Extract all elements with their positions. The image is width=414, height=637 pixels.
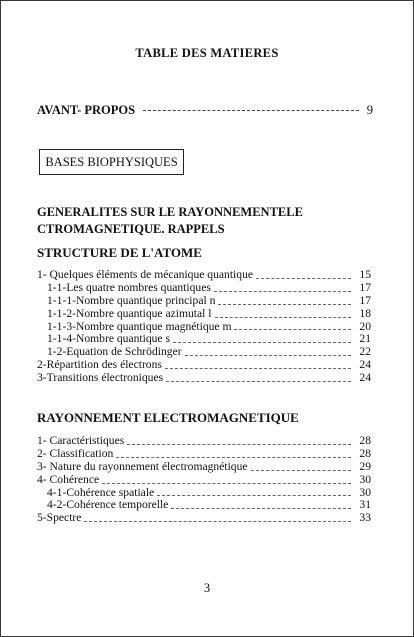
toc-entry bbox=[37, 295, 371, 308]
page-title: TABLE DES MATIERES bbox=[135, 46, 279, 60]
toc-entry-avant-propos bbox=[37, 102, 373, 118]
toc-entry-label: 1- Caractéristiques bbox=[37, 433, 125, 447]
toc-entry-page: 30 bbox=[359, 472, 371, 486]
toc-entry-page: 17 bbox=[359, 293, 371, 307]
section-heading-line-1: GENERALITES SUR LE RAYONNEMENTELE bbox=[37, 205, 303, 219]
avant-propos-page: 9 bbox=[366, 102, 373, 117]
part-title: BASES BIOPHYSIQUES bbox=[45, 154, 178, 169]
toc-entry-label: 2- Classification bbox=[37, 446, 114, 460]
toc-entry-page: 24 bbox=[359, 371, 371, 385]
toc-entry bbox=[37, 435, 371, 448]
toc-entry-page: 30 bbox=[359, 485, 371, 499]
toc-entry-label: 1-1-3-Nombre quantique magnétique m bbox=[47, 319, 232, 333]
toc-entry-label: 2-Répartition des électrons bbox=[37, 358, 162, 372]
toc-list-atome bbox=[37, 269, 371, 385]
dot-leader bbox=[84, 521, 351, 522]
toc-entry-page: 31 bbox=[359, 498, 371, 512]
dot-leader bbox=[214, 291, 351, 292]
dot-leader bbox=[166, 381, 351, 382]
toc-entry bbox=[37, 512, 371, 525]
toc-entry-label: 1-2-Equation de Schrödinger bbox=[47, 345, 182, 359]
toc-entry-label: 4-2-Cohérence temporelle bbox=[47, 498, 169, 512]
toc-entry-label: 5-Spectre bbox=[37, 511, 82, 525]
toc-entry-page: 28 bbox=[359, 446, 371, 460]
dot-leader bbox=[116, 457, 351, 458]
dot-leader bbox=[165, 368, 351, 369]
toc-entry-label: 1-1-Les quatre nombres quantiques bbox=[47, 280, 211, 294]
toc-entry-page: 33 bbox=[359, 511, 371, 525]
toc-entry bbox=[37, 448, 371, 461]
section-heading-rayonnement: RAYONNEMENT ELECTROMAGNETIQUE bbox=[37, 410, 299, 425]
dot-leader bbox=[215, 317, 351, 318]
dot-leader bbox=[185, 355, 351, 356]
toc-entry-label: 1- Quelques éléments de mécanique quantique bbox=[37, 267, 254, 281]
part-title-box bbox=[39, 149, 184, 175]
section-heading-generalites bbox=[37, 204, 303, 238]
toc-entry bbox=[37, 269, 371, 282]
page-number: 3 bbox=[203, 581, 211, 595]
avant-propos-label: AVANT- PROPOS bbox=[37, 102, 136, 117]
toc-entry-page: 20 bbox=[359, 319, 371, 333]
dot-leader bbox=[157, 495, 351, 496]
dot-leader bbox=[171, 508, 351, 509]
toc-entry-page: 29 bbox=[359, 459, 371, 473]
dot-leader bbox=[251, 470, 351, 471]
toc-entry-label: 1-1-2-Nombre quantique azimutal l bbox=[47, 306, 212, 320]
dot-leader bbox=[218, 304, 351, 305]
dot-leader bbox=[234, 329, 351, 330]
toc-entry bbox=[37, 372, 371, 385]
dot-leader bbox=[102, 483, 351, 484]
toc-entry-page: 17 bbox=[359, 280, 371, 294]
toc-list-rayonnement bbox=[37, 435, 371, 525]
toc-entry-label: 3-Transitions électroniques bbox=[37, 371, 164, 385]
toc-entry bbox=[37, 461, 371, 474]
toc-entry-page: 24 bbox=[359, 358, 371, 372]
toc-entry-label: 3- Nature du rayonnement électromagnétique bbox=[37, 459, 248, 473]
toc-entry-page: 22 bbox=[359, 345, 371, 359]
dot-leader bbox=[256, 278, 351, 279]
toc-entry bbox=[37, 474, 371, 487]
toc-entry-label: 4-1-Cohérence spatiale bbox=[47, 485, 155, 499]
section-heading-line-2: CTROMAGNETIQUE. RAPPELS bbox=[37, 222, 225, 236]
toc-entry bbox=[37, 499, 371, 512]
toc-entry-page: 18 bbox=[359, 306, 371, 320]
dot-leader bbox=[143, 110, 359, 111]
dot-leader bbox=[173, 342, 351, 343]
toc-entry-label: 1-1-1-Nombre quantique principal n bbox=[47, 293, 216, 307]
toc-entry-page: 21 bbox=[359, 332, 371, 346]
toc-entry bbox=[37, 282, 371, 295]
section-heading-atome: STRUCTURE DE L'ATOME bbox=[37, 245, 202, 260]
toc-entry bbox=[37, 308, 371, 321]
toc-entry-label: 1-1-4-Nombre quantique s bbox=[47, 332, 170, 346]
toc-entry-page: 28 bbox=[359, 433, 371, 447]
toc-entry-page: 15 bbox=[359, 267, 371, 281]
dot-leader bbox=[127, 444, 351, 445]
toc-entry-label: 4- Cohérence bbox=[37, 472, 100, 486]
